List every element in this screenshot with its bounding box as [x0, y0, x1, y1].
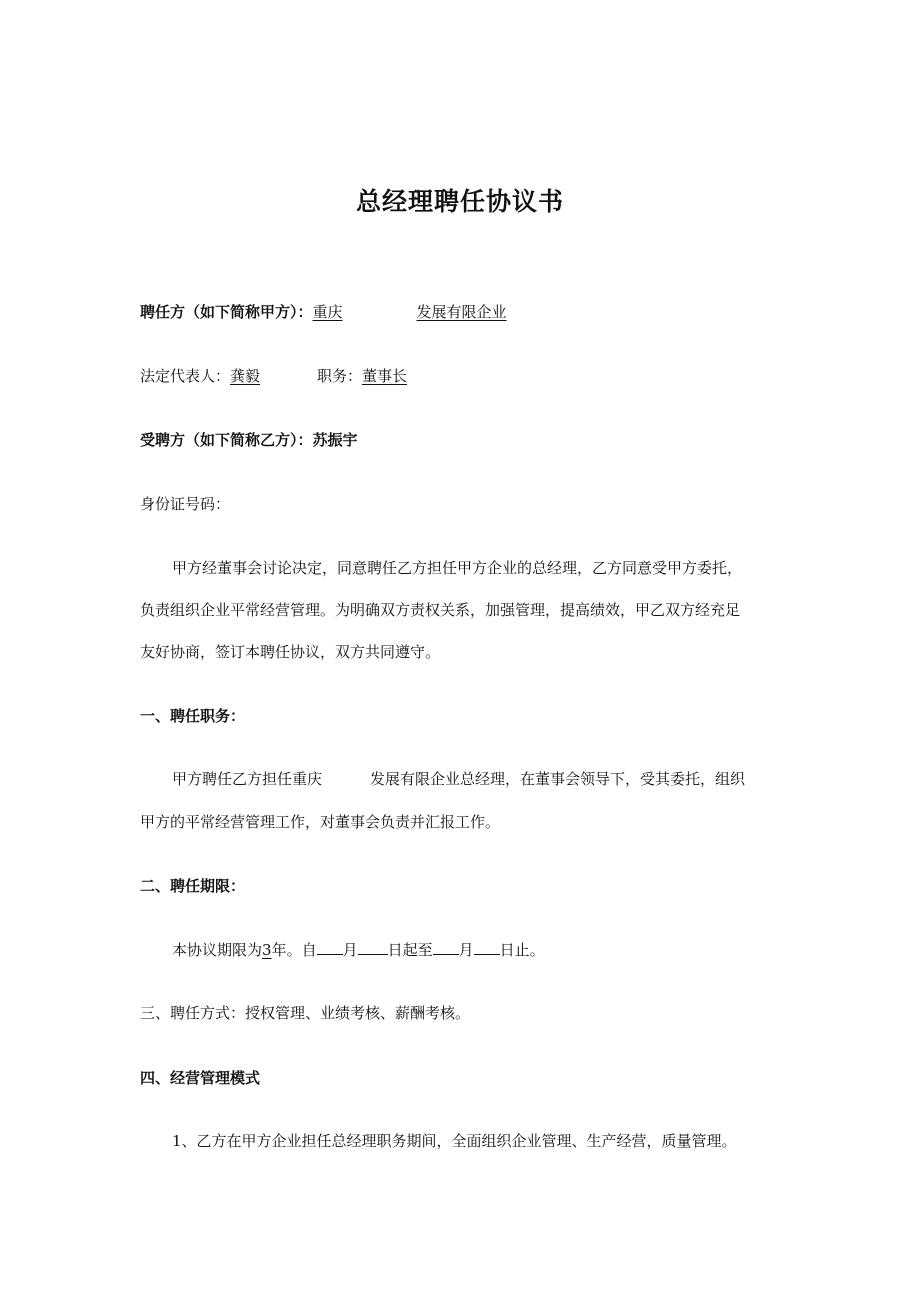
position-value: 董事长 [362, 367, 408, 385]
party-a-label: 聘任方（如下简称甲方）： [140, 303, 313, 321]
term-text-3: 月 [342, 941, 358, 959]
term-text-6: 日止。 [499, 941, 545, 959]
end-month-blank [433, 940, 459, 955]
section1-line1-part2: 发展有限企业总经理，在董事会领导下，受其委托，组织 [370, 770, 746, 788]
term-years: 3 [262, 941, 272, 959]
document-title: 总经理聘任协议书 [355, 187, 564, 216]
party-a-name-part2: 发展有限企业 [416, 303, 507, 321]
party-a-name-underlined [313, 303, 507, 321]
section1-line-2: 甲方的平常经营管理工作，对董事会负责并汇报工作。 [140, 813, 501, 831]
term-line [172, 940, 545, 960]
party-b-line [140, 430, 358, 450]
end-day-blank [474, 940, 500, 955]
section1-heading: 一、聘任职务： [140, 707, 246, 725]
intro-line-1: 甲方经董事会讨论决定，同意聘任乙方担任甲方企业的总经理，乙方同意受甲方委托， [172, 559, 743, 577]
intro-line-3: 友好协商，签订本聘任协议，双方共同遵守。 [140, 643, 441, 661]
party-b-label: 受聘方（如下简称乙方）： [140, 431, 313, 449]
legal-rep-name: 龚毅 [230, 367, 261, 385]
party-a-line [140, 302, 507, 322]
term-text-2: 年。自 [271, 941, 317, 959]
section4-heading: 四、经营管理模式 [140, 1069, 261, 1087]
section2-heading: 二、聘任期限： [140, 877, 246, 895]
party-a-name-part1: 重庆 [312, 303, 343, 321]
section1-line-1 [172, 769, 745, 789]
legal-rep-line [140, 366, 407, 386]
term-text-1: 本协议期限为 [172, 941, 263, 959]
start-day-blank [358, 940, 388, 955]
term-text-5: 月 [458, 941, 474, 959]
section4-item-1: 1、乙方在甲方企业担任总经理职务期间，全面组织企业管理、生产经营，质量管理。 [172, 1132, 737, 1150]
position-label: 职务： [317, 367, 363, 385]
start-year-blank [317, 940, 343, 955]
party-b-name: 苏振宇 [312, 431, 358, 449]
legal-rep-label: 法定代表人： [140, 367, 231, 385]
section3-text: 三、聘任方式：授权管理、业绩考核、薪酬考核。 [140, 1004, 471, 1022]
term-text-4: 日起至 [387, 941, 433, 959]
section1-line1-part1: 甲方聘任乙方担任重庆 [172, 770, 323, 788]
id-number-label: 身份证号码： [140, 495, 231, 513]
intro-line-2: 负责组织企业平常经营管理。为明确双方责权关系，加强管理，提高绩效，甲乙双方经充足 [140, 601, 741, 619]
